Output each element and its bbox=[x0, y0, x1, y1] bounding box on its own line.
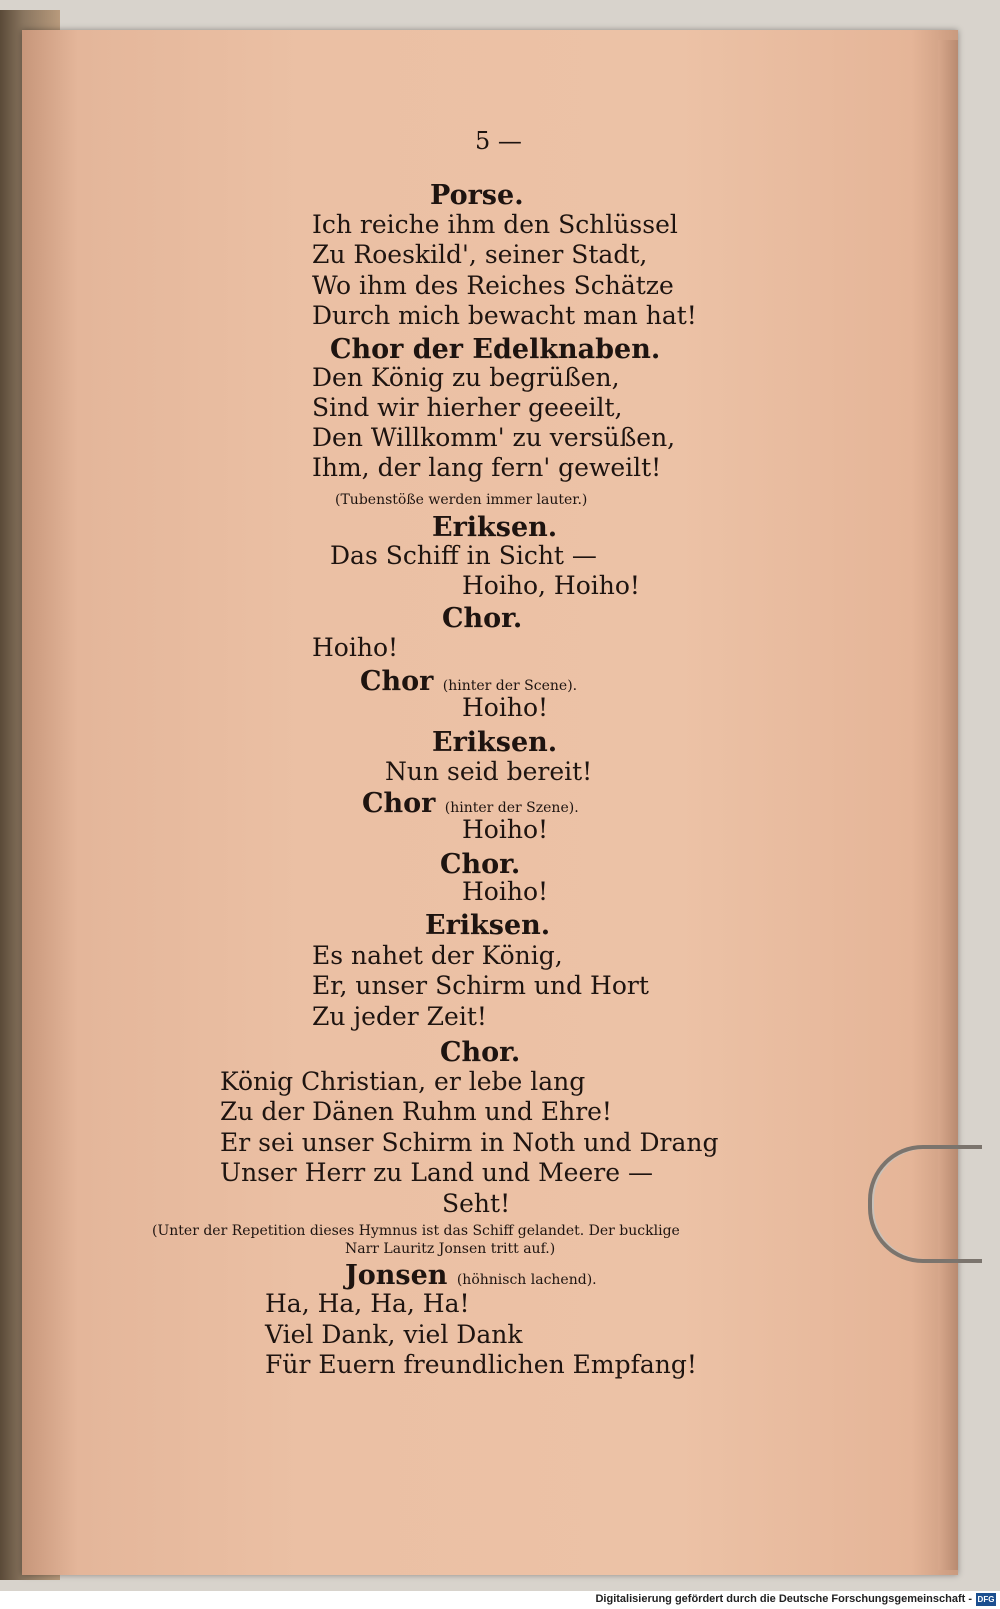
verse-line: Wo ihm des Reiches Schätze bbox=[312, 271, 674, 300]
verse-line: Er sei unser Schirm in Noth und Drang bbox=[220, 1128, 719, 1157]
verse-line: Zu Roeskild', seiner Stadt, bbox=[312, 240, 648, 269]
footer-credit: Digitalisierung gefördert durch die Deutsche Forschungsgemeinschaft - bbox=[595, 1593, 972, 1605]
verse-line: Zu der Dänen Ruhm und Ehre! bbox=[220, 1097, 612, 1126]
verse-line: Sind wir hierher geeeilt, bbox=[312, 393, 623, 422]
verse-line: Viel Dank, viel Dank bbox=[265, 1320, 523, 1349]
verse-line: Hoiho! bbox=[462, 815, 549, 844]
speaker-name: Jonsen bbox=[345, 1260, 448, 1291]
speaker-eriksen: Eriksen. bbox=[425, 910, 551, 941]
verse-line: Für Euern freundlichen Empfang! bbox=[265, 1350, 697, 1379]
verse-line: König Christian, er lebe lang bbox=[220, 1067, 586, 1096]
speaker-name: Chor bbox=[360, 666, 434, 697]
verse-line: Zu jeder Zeit! bbox=[312, 1002, 487, 1031]
stage-direction: (Tubenstöße werden immer lauter.) bbox=[335, 492, 588, 508]
page-number: 5 — bbox=[475, 127, 522, 155]
verse-line: Er, unser Schirm und Hort bbox=[312, 971, 649, 1000]
verse-line: Es nahet der König, bbox=[312, 941, 563, 970]
stage-note: (höhnisch lachend). bbox=[456, 1272, 597, 1288]
verse-line: Durch mich bewacht man hat! bbox=[312, 301, 697, 330]
stage-note: (hinter der Scene). bbox=[442, 678, 578, 694]
verse-line: Nun seid bereit! bbox=[385, 757, 593, 786]
stage-note: (hinter der Szene). bbox=[444, 800, 579, 816]
speaker-eriksen: Eriksen. bbox=[432, 727, 558, 758]
stage-direction: Narr Lauritz Jonsen tritt auf.) bbox=[345, 1241, 556, 1257]
speaker-porse: Porse. bbox=[430, 180, 524, 211]
stage-direction: (Unter der Repetition dieses Hymnus ist das Schiff gelandet. Der bucklige bbox=[152, 1223, 680, 1239]
speaker-chor: Chor. bbox=[440, 1037, 521, 1068]
verse-line: Seht! bbox=[442, 1189, 511, 1218]
dfg-logo: DFG bbox=[977, 1595, 995, 1604]
verse-line: Hoiho! bbox=[462, 877, 549, 906]
verse-line: Unser Herr zu Land und Meere — bbox=[220, 1158, 653, 1187]
verse-line: Den Willkomm' zu versüßen, bbox=[312, 423, 676, 452]
speaker-eriksen: Eriksen. bbox=[432, 512, 558, 543]
verse-line: Hoiho! bbox=[312, 633, 399, 662]
page-edge bbox=[938, 40, 958, 1570]
speaker-chor-der-edelknaben: Chor der Edelknaben. bbox=[330, 334, 661, 365]
speaker-chor: Chor. bbox=[442, 603, 523, 634]
verse-line: Ihm, der lang fern' geweilt! bbox=[312, 453, 662, 482]
verse-line: Hoiho! bbox=[462, 693, 549, 722]
verse-line: Ich reiche ihm den Schlüssel bbox=[312, 210, 678, 239]
speaker-chor: Chor. bbox=[440, 849, 521, 880]
verse-line: Hoiho, Hoiho! bbox=[462, 571, 640, 600]
verse-line: Den König zu begrüßen, bbox=[312, 363, 620, 392]
verse-line: Das Schiff in Sicht — bbox=[330, 541, 597, 570]
paper-clip bbox=[868, 1145, 982, 1263]
speaker-name: Chor bbox=[362, 788, 436, 819]
verse-line: Ha, Ha, Ha, Ha! bbox=[265, 1289, 470, 1318]
